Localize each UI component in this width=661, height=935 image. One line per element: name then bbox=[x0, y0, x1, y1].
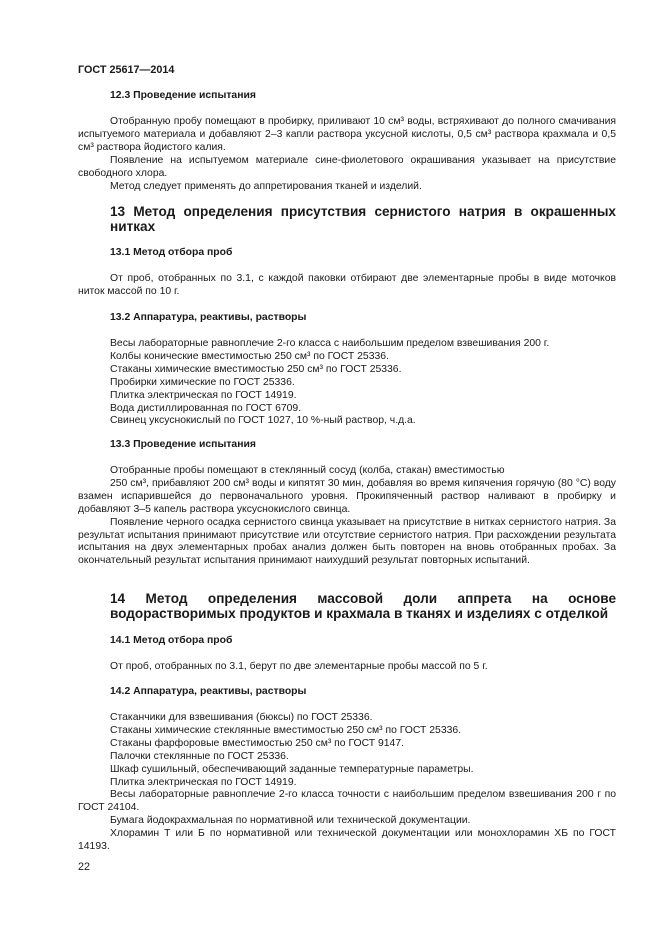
list-item: Стаканчики для взвешивания (бюксы) по ГОСТ 25336. bbox=[110, 712, 373, 723]
paragraph: От проб, отобранных по 3.1, берут по две элементарные пробы массой по 5 г. bbox=[110, 661, 488, 672]
list-item: Стаканы химические вместимостью 250 см³ по ГОСТ 25336. bbox=[110, 363, 402, 375]
list-item: Плитка электрическая по ГОСТ 14919. bbox=[110, 776, 297, 788]
list-item: Весы лабораторные равноплечие 2-го класса с наибольшим пределом взвешивания 200 г. bbox=[110, 338, 550, 349]
document-header: ГОСТ 25617—2014 bbox=[78, 64, 175, 76]
page-number: 22 bbox=[78, 861, 91, 873]
section-13-2-title: 13.2 Аппаратура, реактивы, растворы bbox=[110, 312, 307, 323]
paragraph: 250 см³, прибавляют 200 см³ воды и кипятят 30 мин, добавляя во время кипячения горячую (80 °С) воду взамен испарившейся до первоначального уровня. Прокипяченный раствор наливают в пробирку и добавляют 3–5 капель раствора уксуснокислого свинца. bbox=[78, 477, 616, 515]
paragraph: Появление на испытуемом материале сине-фиолетового окрашивания указывает на присутствие свободного хлора. bbox=[78, 154, 616, 179]
list-item: Шкаф сушильный, обеспечивающий заданные температурные параметры. bbox=[110, 763, 474, 775]
section-14-2-title: 14.2 Аппаратура, реактивы, растворы bbox=[110, 686, 307, 697]
section-13-2-list bbox=[78, 338, 616, 428]
section-14-1-body bbox=[78, 661, 616, 674]
paragraph: Хлорамин Т или Б по нормативной или технической документации или монохлорамин ХБ по ГОСТ 14193. bbox=[78, 828, 616, 853]
section-14-2-list bbox=[78, 712, 616, 854]
list-item: Пробирки химические по ГОСТ 25336. bbox=[110, 376, 295, 388]
section-14-title: 14 Метод определения массовой доли аппрета на основе водорастворимых продуктов и крахмала в тканях и изделиях с отделкой bbox=[110, 591, 616, 621]
list-item: Палочки стеклянные по ГОСТ 25336. bbox=[110, 750, 289, 762]
section-13-3-title: 13.3 Проведение испытания bbox=[110, 439, 256, 450]
list-item: Вода дистиллированная по ГОСТ 6709. bbox=[110, 402, 302, 414]
paragraph: Метод следует применять до аппретирования тканей и изделий. bbox=[110, 180, 422, 192]
list-item: Плитка электрическая по ГОСТ 14919. bbox=[110, 389, 297, 401]
section-14-1-title: 14.1 Метод отбора проб bbox=[110, 635, 233, 646]
section-13-1-title: 13.1 Метод отбора проб bbox=[110, 247, 233, 258]
list-item: Стаканы фарфоровые вместимостью 250 см³ по ГОСТ 9147. bbox=[110, 737, 404, 749]
list-item: Свинец уксуснокислый по ГОСТ 1027, 10 %-ный раствор, ч.д.а. bbox=[110, 415, 416, 427]
paragraph: Весы лабораторные равноплечие 2-го класса точности с наибольшим пределом взвешивания 200 г по ГОСТ 24104. bbox=[78, 789, 616, 814]
section-12-3-body bbox=[78, 116, 616, 193]
section-13-title: 13 Метод определения присутствия сернистого натрия в окрашенных нитках bbox=[110, 204, 616, 234]
paragraph: Отобранные пробы помещают в стеклянный сосуд (колба, стакан) вместимостью bbox=[110, 465, 505, 476]
section-13-3-body bbox=[78, 465, 616, 568]
paragraph: Отобранную пробу помещают в пробирку, приливают 10 см³ воды, встряхивают до полного смачивания испытуемого материала и добавляют 2–3 капли раствора уксусной кислоты, 0,5 см³ раствора крахмала и 0,5 см³ раствора йодистого калия. bbox=[78, 116, 616, 153]
list-item: Колбы конические вместимостью 250 см³ по ГОСТ 25336. bbox=[110, 350, 389, 362]
paragraph: Появление черного осадка сернистого свинца указывает на присутствие в нитках сернистого натрия. За результат испытания принимают присутствие или отсутствие сернистого натрия. При расхождении результата испытания на двух элементарных пробах анализ должен быть повторен на вновь отобранных пробах. За окончательный результат испытания принимают наихудший результат повторных испытаний. bbox=[78, 516, 616, 567]
section-12-3-title: 12.3 Проведение испытания bbox=[110, 90, 256, 101]
paragraph: От проб, отобранных по 3.1, с каждой паковки отбирают две элементарные пробы в виде моточков ниток массой по 10 г. bbox=[78, 273, 616, 297]
section-13-1-body bbox=[78, 273, 616, 299]
list-item: Стаканы химические стеклянные вместимостью 250 см³ по ГОСТ 25336. bbox=[110, 724, 462, 736]
paragraph: Бумага йодокрахмальная по нормативной или технической документации. bbox=[110, 815, 471, 827]
